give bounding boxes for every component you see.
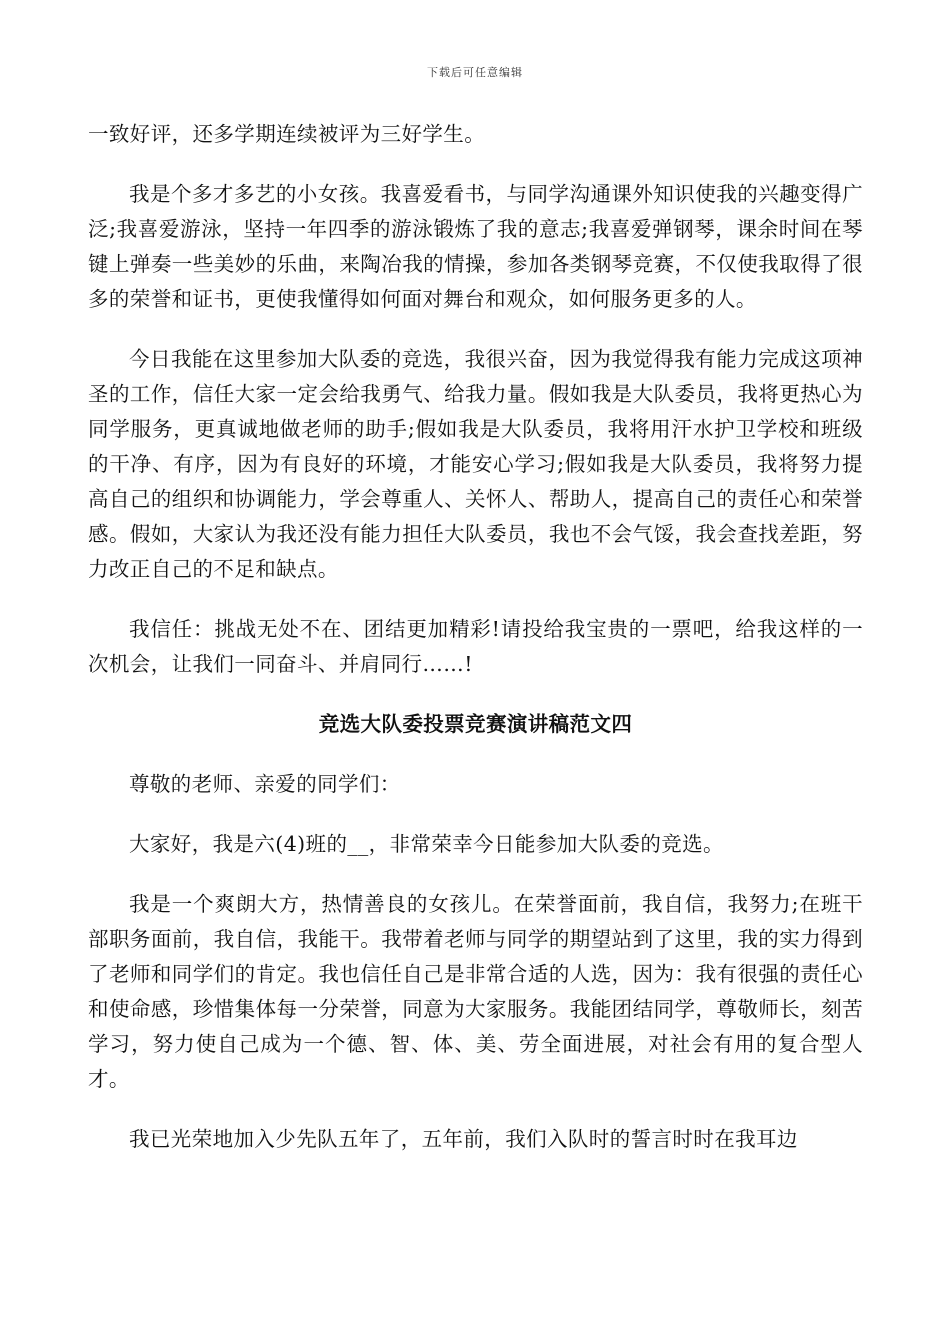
document-body <box>88 117 863 1182</box>
paragraph-greeting: 大家好，我是六(4)班的__，非常荣幸今日能参加大队委的竞选。 <box>129 832 724 856</box>
page-header: 下载后可任意编辑 <box>427 66 523 79</box>
paragraph-vote-appeal: 我信任：挑战无处不在、团结更加精彩!请投给我宝贵的一票吧，给我这样的一次机会，让我们一同奋斗、并肩同行……! <box>88 617 863 676</box>
section-heading: 竞选大队委投票竞赛演讲稿范文四 <box>318 712 633 736</box>
paragraph-continuation: 一致好评，还多学期连续被评为三好学生。 <box>88 122 486 146</box>
paragraph-salutation: 尊敬的老师、亲爱的同学们： <box>129 772 401 796</box>
paragraph-pioneer: 我已光荣地加入少先队五年了，五年前，我们入队时的誓言时时在我耳边 <box>129 1127 798 1151</box>
paragraph-talents: 我是个多才多艺的小女孩。我喜爱看书，与同学沟通课外知识使我的兴趣变得广泛;我喜爱游泳，坚持一年四季的游泳锻炼了我的意志;我喜爱弹钢琴，课余时间在琴键上弹奏一些美妙的乐曲，来陶冶我的情操，参加各类钢琴竞赛，不仅使我取得了很多的荣誉和证书，更使我懂得如何面对舞台和观众，如何服务更多的人。 <box>88 182 863 311</box>
paragraph-self-introduction: 我是一个爽朗大方，热情善良的女孩儿。在荣誉面前，我自信，我努力;在班干部职务面前，我自信，我能干。我带着老师与同学的期望站到了这里，我的实力得到了老师和同学们的肯定。我也信任自己是非常合适的人选，因为：我有很强的责任心和使命感，珍惜集体每一分荣誉，同意为大家服务。我能团结同学，尊敬师长，刻苦学习，努力使自己成为一个德、智、体、美、劳全面进展，对社会有用的复合型人才。 <box>88 892 863 1091</box>
paragraph-election-pledge: 今日我能在这里参加大队委的竞选，我很兴奋，因为我觉得我有能力完成这项神圣的工作，信任大家一定会给我勇气、给我力量。假如我是大队委员，我将更热心为同学服务，更真诚地做老师的助手;假如我是大队委员，我将用汗水护卫学校和班级的干净、有序，因为有良好的环境，才能安心学习;假如我是大队委员，我将努力提高自己的组织和协调能力，学会尊重人、关怀人、帮助人，提高自己的责任心和荣誉感。假如，大家认为我还没有能力担任大队委员，我也不会气馁，我会查找差距，努力改正自己的不足和缺点。 <box>88 347 863 581</box>
